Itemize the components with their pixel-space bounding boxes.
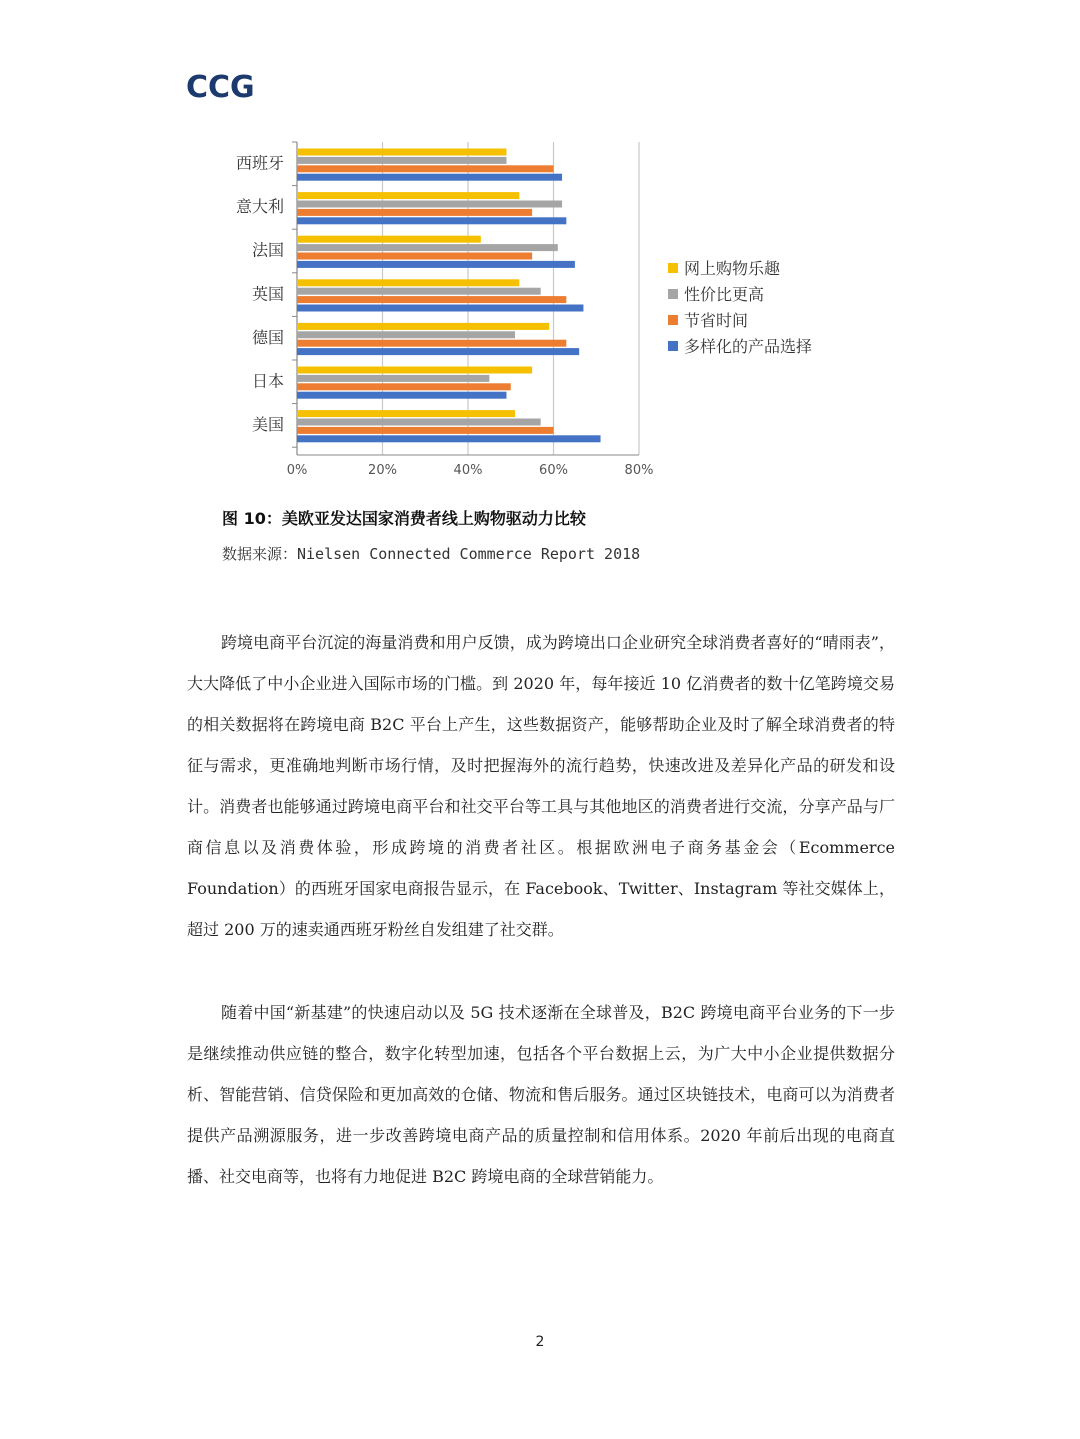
- bar: [297, 392, 506, 399]
- legend-swatch: [668, 263, 678, 273]
- chart-bars: [297, 149, 601, 443]
- bar: [297, 427, 554, 434]
- legend-label: 节省时间: [684, 311, 749, 330]
- category-label: 法国: [251, 240, 284, 260]
- category-label: 美国: [251, 415, 284, 435]
- x-tick-label: 80%: [624, 463, 654, 478]
- legend-swatch: [668, 315, 678, 325]
- x-tick-label: 60%: [539, 463, 568, 478]
- bar: [297, 209, 532, 216]
- category-label: 西班牙: [235, 153, 284, 173]
- bar: [297, 192, 519, 199]
- legend-label: 网上购物乐趣: [684, 259, 781, 278]
- bar: [297, 261, 575, 268]
- x-tick-label: 20%: [368, 463, 397, 478]
- bar: [297, 288, 541, 295]
- bar-chart: [0, 0, 1080, 490]
- category-label: 意大利: [235, 197, 284, 217]
- bar: [297, 410, 515, 417]
- bar: [297, 305, 583, 312]
- bar: [297, 244, 558, 251]
- bar: [297, 165, 554, 172]
- legend-label: 性价比更高: [684, 285, 765, 304]
- x-tick-label: 40%: [453, 463, 483, 478]
- bar: [297, 419, 541, 426]
- bar: [297, 279, 519, 286]
- legend-swatch: [668, 289, 678, 299]
- bar: [297, 367, 532, 374]
- ccg-logo: CCG: [186, 70, 255, 105]
- chart-legend: [668, 259, 812, 356]
- bar: [297, 383, 511, 390]
- category-label: 日本: [251, 371, 284, 391]
- figure-source: 数据来源：Nielsen Connected Commerce Report 2018: [222, 545, 641, 563]
- category-labels: [236, 154, 284, 435]
- legend-label: 多样化的产品选择: [684, 337, 813, 356]
- body-paragraph: 随着中国“新基建”的快速启动以及 5G 技术逐渐在全球普及，B2C 跨境电商平台业务的下一步是继续推动供应链的整合，数字化转型加速，包括各个平台数据上云，为广大中小企业提供数据分析、智能营销、信贷保险和更加高效的仓储、物流和售后服务。通过区块链技术，电商可以为消费者提供产品溯源服务，进一步改善跨境电商产品的质量控制和信用体系。2020 年前后出现的电商直播、社交电商等，也将有力地促进 B2C 跨境电商的全球营销能力。: [187, 1003, 895, 1186]
- legend-swatch: [668, 341, 678, 351]
- bar: [297, 174, 562, 181]
- category-label: 德国: [251, 327, 284, 347]
- bar: [297, 323, 549, 330]
- bar: [297, 375, 489, 382]
- bar: [297, 331, 515, 338]
- bar: [297, 340, 566, 347]
- bar: [297, 348, 579, 355]
- bar: [297, 236, 481, 243]
- bar: [297, 201, 562, 208]
- figure-caption: 图 10：美欧亚发达国家消费者线上购物驱动力比较: [222, 509, 586, 528]
- page-number: 2: [535, 1334, 545, 1350]
- bar: [297, 149, 506, 156]
- bar: [297, 435, 601, 442]
- bar: [297, 157, 506, 164]
- x-tick-labels: [287, 463, 654, 478]
- category-label: 英国: [251, 284, 284, 304]
- x-tick-label: 0%: [286, 463, 308, 478]
- bar: [297, 253, 532, 260]
- body-paragraph: 跨境电商平台沉淀的海量消费和用户反馈，成为跨境出口企业研究全球消费者喜好的“晴雨表”，大大降低了中小企业进入国际市场的门槛。到 2020 年，每年接近 10 亿消费者的数十亿笔跨境交易的相关数据将在跨境电商 B2C 平台上产生，这些数据资产，能够帮助企业及时了解全球消费者的特征与需求，更准确地判断市场行情，及时把握海外的流行趋势，快速改进及差异化产品的研发和设计。消费者也能够通过跨境电商平台和社交平台等工具与其他地区的消费者进行交流，分享产品与厂商信息以及消费体验，形成跨境的消费者社区。根据欧洲电子商务基金会（Ecommerce Foundation）的西班牙国家电商报告显示，在 Facebook、Twitter、Instagram 等社交媒体上，超过 200 万的速卖通西班牙粉丝自发组建了社交群。: [187, 633, 895, 939]
- bar: [297, 296, 566, 303]
- bar: [297, 217, 566, 224]
